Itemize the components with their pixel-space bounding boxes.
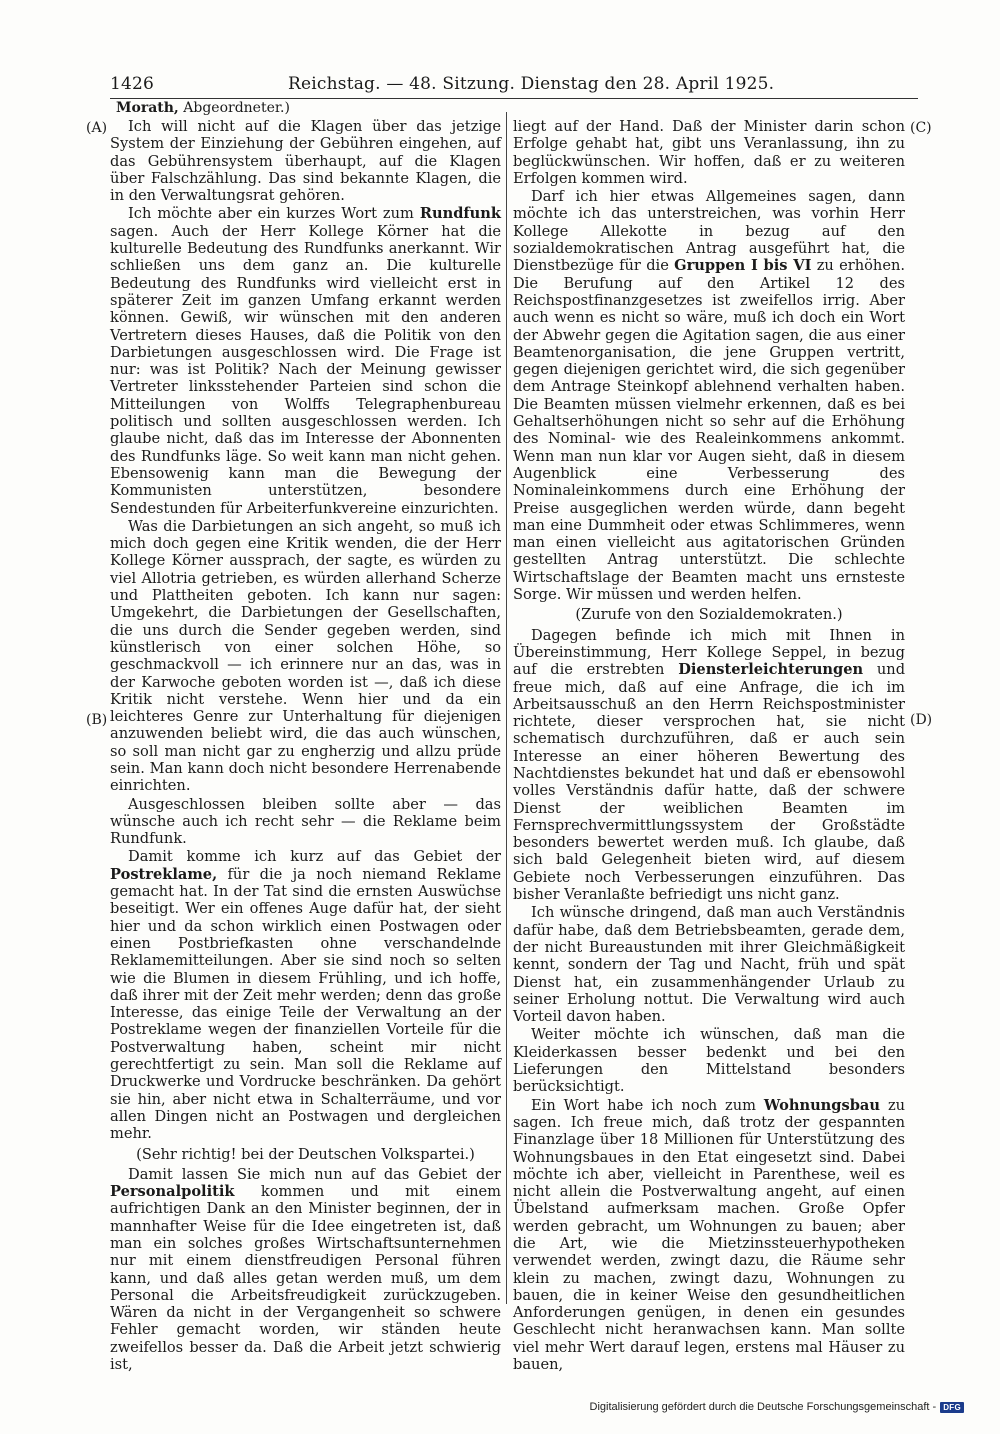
interjection: (Sehr richtig! bei der Deutschen Volkspartei.) xyxy=(136,1145,475,1163)
paragraph: Ausgeschlossen bleiben sollte aber — das wünsche auch ich recht sehr — die Reklame beim Rundfunk. xyxy=(110,795,501,848)
margin-marker-c: (C) xyxy=(910,120,932,136)
paragraph: Ein Wort habe ich noch zum Wohnungsbau zu sagen. Ich freue mich, daß trotz der gespannten Finanzlage über 18 Millionen für Unterstützung des Wohnungsbaues in den Etat eingesetzt sind. Dabei möchte ich aber, vielleicht in Parenthese, weil es nicht allein die Postverwaltung angeht, auf einen Übelstand aufmerksam machen. Große Opfer werden gebracht, um Wohnungen zu bauen; aber die Art, wie die Mietzinssteuerhypotheken verwendet werden, zwingt dazu, die Räume sehr klein zu machen, zwingt dazu, Wohnungen zu bauen, die in keiner Weise den gesundheitlichen Anforderungen genügen, in denen ein gesundes Geschlecht nicht heranwachsen kann. Man sollte viel mehr Wert darauf legen, erstens mal Häuser zu bauen, xyxy=(513,1096,906,1374)
keyword-personalpolitik: Personalpolitik xyxy=(110,1183,235,1201)
interjection: (Zurufe von den Sozialdemokraten.) xyxy=(575,606,843,624)
keyword-postreklame: Postreklame, xyxy=(110,865,218,883)
page-header xyxy=(110,74,918,99)
paragraph: Ich möchte aber ein kurzes Wort zum Rundfunk sagen. Auch der Herr Kollege Körner hat die kulturelle Bedeutung des Rundfunks anerkannt. Wir schließen uns dem ganz an. Die kulturelle Bedeutung des Rundfunks wird vielleicht erst in späterer Zeit im ganzen Umfang erkannt werden können. Gewiß, wir wünschen mit den anderen Vertretern dieses Hauses, daß die Politik von den Darbietungen ausgeschlossen wird. Die Frage ist nur: was ist Politik? Nach der Meinung gewisser Vertreter linksstehender Parteien sind schon die Mitteilungen von Wolffs Telegraphenbureau politisch und sollten ausgeschlossen werden. Ich glaube nicht, daß das im Interesse der Abonnenten des Rundfunks läge. So weit kann man nicht gehen. Ebensowenig kann man die Bewegung der Kommunisten unterstützen, besondere Sendestunden für Arbeiterfunkvereine einzurichten. xyxy=(110,205,502,517)
margin-marker-d: (D) xyxy=(910,712,933,728)
footer-credit xyxy=(590,1401,964,1413)
keyword-rundfunk: Rundfunk xyxy=(419,205,502,223)
page-number: 1426 xyxy=(110,74,155,94)
speaker-role: Abgeordneter.) xyxy=(183,100,290,116)
paragraph: Was die Darbietungen an sich angeht, so muß ich mich doch gegen eine Kritik wenden, die der Herr Kollege Körner aussprach, der sagte, es würden zu viel Allotria getrieben, es würden allerhand Scherze und Plattheiten geboten. Ich kann nur sagen: Umgekehrt, die Darbietungen der Gesellschaften, die uns durch die Sender gegeben werden, sind künstlerisch von einer solchen Höhe, so geschmackvoll — ich erinnere nur an das, was in der Karwoche geboten worden ist —, daß ich diese Kritik nicht verstehe. Wenn hier und da ein leichteres Genre zur Unterhaltung für diejenigen anzuwenden beliebt wird, die das auch wünschen, so soll man nicht gar zu engherzig und allzu prüde sein. Man kann doch nicht besondere Herrenabende einrichten. xyxy=(110,517,501,795)
speaker-line xyxy=(116,100,290,116)
paragraph: Ich will nicht auf die Klagen über das jetzige System der Einziehung der Gebühren eingehen, auf das Gebührensystem überhaupt, auf die Klagen über Falschzählung. Das sind bekannte Klagen, die in den Verwaltungsrat gehören. xyxy=(110,118,501,205)
running-title: Reichstag. — 48. Sitzung. Dienstag den 28. April 1925. xyxy=(288,74,775,94)
speaker-name: Morath, xyxy=(116,100,179,116)
footer-text: Digitalisierung gefördert durch die Deutsche Forschungsgemeinschaft - xyxy=(589,1401,937,1413)
keyword-wohnungsbau: Wohnungsbau xyxy=(763,1096,880,1114)
paragraph: Damit lassen Sie mich nun auf das Gebiet der Personalpolitik kommen und mit einem aufrichtigen Dank an den Minister beginnen, der in mannhafter Weise für die Idee eingetreten ist, daß man ein solches großes Wirtschaftsunternehmen nur mit einem dienstfreudigen Personal führen kann, und daß alles getan werden muß, um dem Personal die Arbeitsfreudigkeit zurückzugeben. Wären da nicht in der Vergangenheit so schwere Fehler gemacht worden, wir ständen heute zweifellos besser da. Daß die Arbeit jetzt schwierig ist, xyxy=(110,1165,501,1374)
right-column xyxy=(513,118,905,1373)
column-divider xyxy=(506,112,507,1304)
margin-marker-b: (B) xyxy=(86,712,108,728)
dfg-logo: DFG xyxy=(940,1402,964,1413)
margin-marker-a: (A) xyxy=(86,120,108,136)
paragraph: liegt auf der Hand. Daß der Minister darin schon Erfolge gehabt hat, gibt uns Veranlassung, ihn zu beglückwünschen. Wir hoffen, daß er zu weiteren Erfolgen kommen wird. xyxy=(513,118,905,187)
paragraph: Damit komme ich kurz auf das Gebiet der Postreklame, für die ja noch niemand Reklame gemacht hat. In der Tat sind die ernsten Auswüchse beseitigt. Wer ein offenes Auge dafür hat, der sieht hier und da schon wirklich einen Postwagen oder einen Postbriefkasten ohne verschandelnde Reklamemitteilungen. Aber sie sind noch so selten wie die Blumen in diesem Frühling, und ich hoffe, daß ihrer mit der Zeit mehr werden; denn das große Interesse, das einige Teile der Verwaltung an der Postreklame wegen der finanziellen Vorteile für die Postverwaltung haben, scheint mir nicht gerechtfertigt zu sein. Man soll die Reklame auf Druckwerke und Vordrucke beschränken. Da gehört sie hin, aber nicht etwa in Schalterräume, und vor allen Dingen nicht an Postwagen und dergleichen mehr. xyxy=(110,848,501,1143)
keyword-diensterleichterungen: Diensterleichterungen xyxy=(678,661,864,679)
paragraph: Weiter möchte ich wünschen, daß man die Kleiderkassen besser bedenkt und bei den Lieferungen den Mittelstand besonders berücksichtigt. xyxy=(513,1026,905,1096)
keyword-gruppen: Gruppen I bis VI xyxy=(674,257,812,275)
left-column xyxy=(110,118,501,1373)
paragraph: Dagegen befinde ich mich mit Ihnen in Übereinstimmung, Herr Kollege Seppel, in bezug auf die erstrebten Diensterleichterungen und freue mich, daß auf eine Anfrage, die ich im Arbeitsausschuß an den Herrn Reichspostminister richtete, dieser versprochen hat, sie nicht schematisch durchzuführen, daß er auch sein Interesse an einer höheren Bewertung des Nachtdienstes bekundet hat und daß er ebensowohl volles Verständnis dafür hatte, daß der schwere Dienst der weiblichen Beamten im Fernsprechvermittlungssystem der Großstädte besonders bewertet werden muß. Ich glaube, daß sich bald Gelegenheit bieten wird, auf diesem Gebiete noch Verbesserungen einzuführen. Das bisher Veranlaßte befriedigt uns nicht ganz. xyxy=(513,626,906,904)
paragraph: Darf ich hier etwas Allgemeines sagen, dann möchte ich das unterstreichen, was vorhin Herr Kollege Allekotte in bezug auf den sozialdemokratischen Antrag ausgeführt hat, die Dienstbezüge für die Gruppen I bis VI zu erhöhen. Die Berufung auf den Artikel 12 des Reichspostfinanzgesetzes ist zweifellos irrig. Aber auch wenn es nicht so wäre, muß ich doch ein Wort der Abwehr gegen die Agitation sagen, die aus einer Beamtenorganisation, die jene Gruppen vertritt, gegen diejenigen gerichtet wird, die sich gegenüber dem Antrage Steinkopf ablehnend verhalten haben. Die Beamten müssen vielmehr erkennen, daß es bei Gehaltserhöhungen nicht so sehr auf die Erhöhung des Nominal- wie des Realeinkommens ankommt. Wenn man nun klar vor Augen sieht, daß in diesem Augenblick eine Verbesserung des Nominaleinkommens durch eine Erhöhung der Preise ausgeglichen werden würde, dann begeht man eine Dummheit oder etwas Schlimmeres, wenn man einen vielleicht aus agitatorischen Gründen gestellten Antrag unterstützt. Die schlechte Wirtschaftslage der Beamten macht uns ernsteste Sorge. Wir müssen und werden helfen. xyxy=(513,188,906,604)
paragraph: Ich wünsche dringend, daß man auch Verständnis dafür habe, daß dem Betriebsbeamten, gerade dem, der nicht Bureaustunden mit ihrer Gleichmäßigkeit kennt, sondern der Tag und Nacht, früh und spät Dienst hat, ein zusammenhängender Urlaub zu seiner Erholung nottut. Die Verwaltung wird auch Vorteil davon haben. xyxy=(513,904,905,1026)
